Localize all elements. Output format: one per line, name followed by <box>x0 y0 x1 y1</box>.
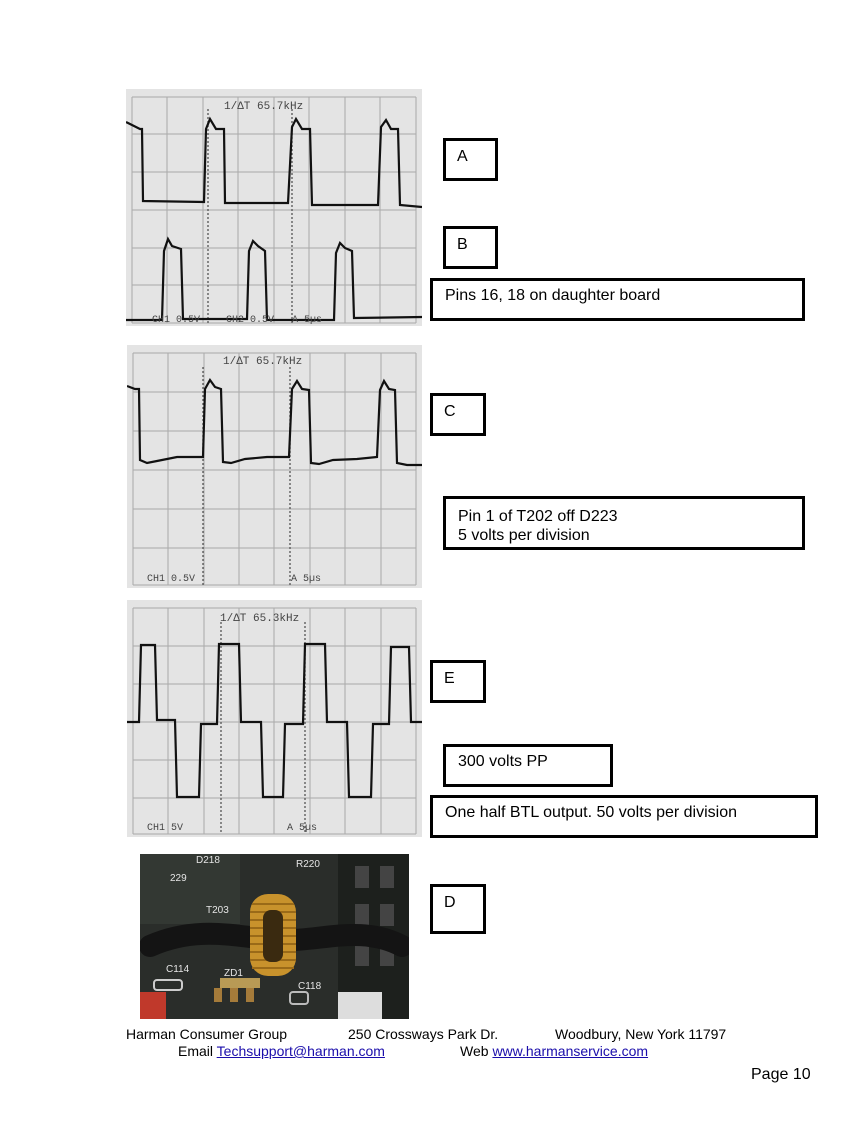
footer-web-link[interactable]: www.harmanservice.com <box>492 1043 649 1059</box>
photo-label-c118: C118 <box>298 981 322 992</box>
photo-label-d218: D218 <box>196 855 220 866</box>
footer-email-label: Email <box>178 1043 214 1059</box>
scope-ch2-label: CH2 0.5V <box>226 315 275 326</box>
caption-volts-pp: 300 volts PP <box>443 744 613 787</box>
photo-label-t203: T203 <box>206 905 229 916</box>
caption-pin1: Pin 1 of T202 off D223 5 volts per division <box>443 496 805 550</box>
page-number: Page 10 <box>751 1066 811 1083</box>
scope-ch1-label: CH1 0.5V <box>147 574 196 585</box>
oscilloscope-trace-3 <box>127 600 422 837</box>
scope-readout: 1/ΔT 65.7kHz <box>223 356 303 368</box>
footer-company: Harman Consumer Group <box>126 1026 288 1042</box>
circuit-board-photo <box>140 854 409 1019</box>
oscilloscope-trace-2 <box>127 345 422 588</box>
photo-label-c114: C114 <box>166 964 190 975</box>
footer-email-link[interactable]: Techsupport@harman.com <box>216 1043 385 1059</box>
scope-timebase: A 5µs <box>291 574 322 585</box>
footer-city: Woodbury, New York 11797 <box>555 1026 727 1042</box>
oscilloscope-trace-1 <box>126 89 422 326</box>
label-b: B <box>443 226 498 269</box>
scope-readout: 1/ΔT 65.7kHz <box>224 101 304 113</box>
scope-readout: 1/ΔT 65.3kHz <box>220 613 300 625</box>
footer-web <box>460 1043 648 1060</box>
footer-address: 250 Crossways Park Dr. <box>348 1026 499 1042</box>
label-c: C <box>430 393 486 436</box>
photo-label-r220: R220 <box>296 859 320 870</box>
label-a: A <box>443 138 498 181</box>
scope-ch1-label: CH1 5V <box>147 823 184 834</box>
label-d: D <box>430 884 486 934</box>
footer-email <box>178 1043 385 1060</box>
label-e: E <box>430 660 486 703</box>
scope-timebase: A 5µs <box>292 315 323 326</box>
photo-label-zd1: ZD1 <box>224 968 243 979</box>
footer-web-label: Web <box>460 1043 489 1059</box>
photo-label-229: 229 <box>170 873 187 884</box>
caption-pins: Pins 16, 18 on daughter board <box>430 278 805 321</box>
caption-btl-output: One half BTL output. 50 volts per division <box>430 795 818 838</box>
scope-ch1-label: CH1 0.5V <box>152 315 201 326</box>
scope-timebase: A 5µs <box>287 823 318 834</box>
